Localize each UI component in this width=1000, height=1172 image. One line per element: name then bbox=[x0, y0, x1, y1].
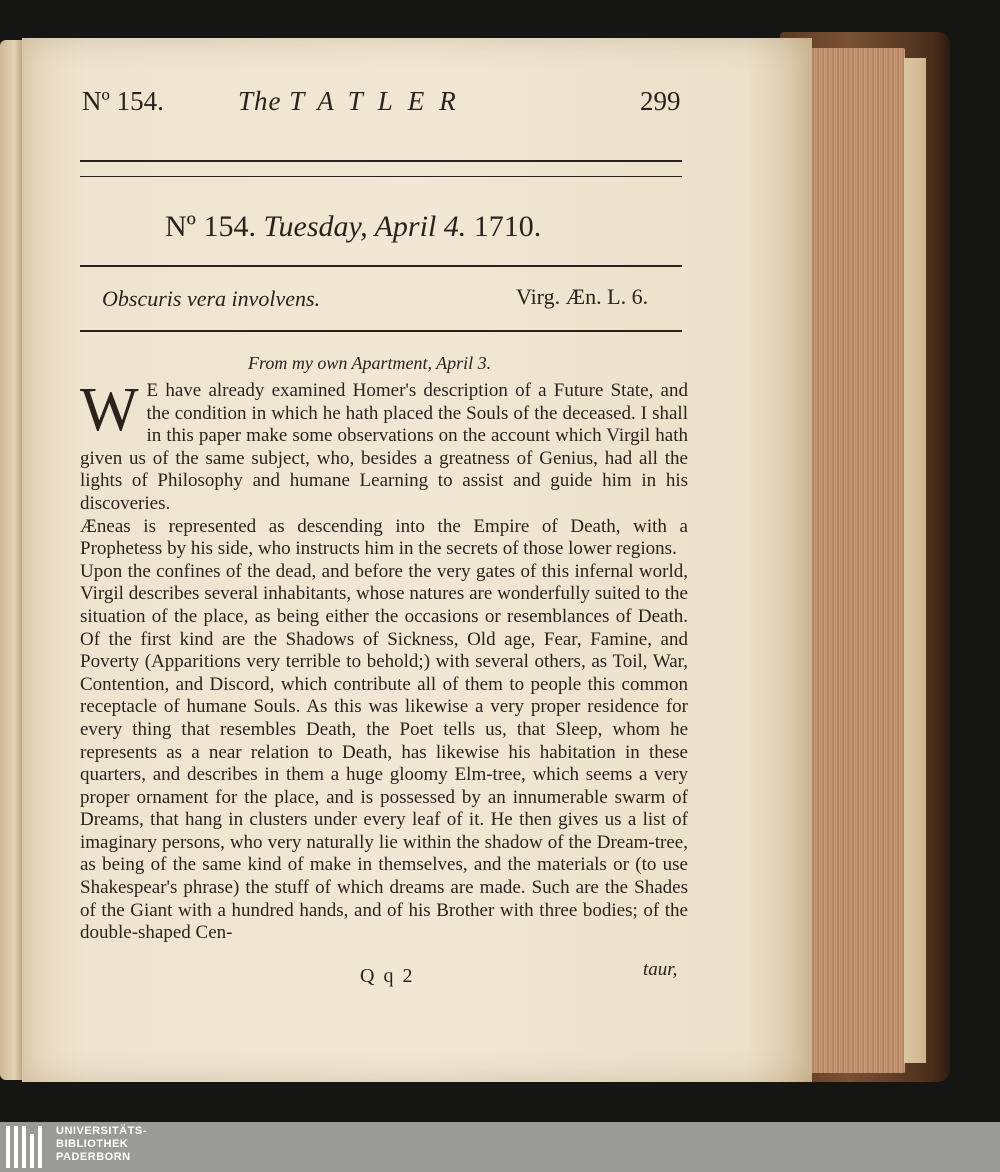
article-body bbox=[80, 376, 688, 945]
facing-page-edge bbox=[0, 40, 24, 1080]
dateline: From my own Apartment, April 3. bbox=[248, 353, 492, 373]
library-name bbox=[56, 1125, 147, 1164]
rule-bottom bbox=[80, 330, 682, 332]
issue-year: 1710. bbox=[473, 210, 542, 243]
rule-top-1 bbox=[80, 160, 682, 162]
title-caps: TATLER bbox=[289, 86, 471, 116]
endpaper bbox=[904, 58, 926, 1063]
page-number: 299 bbox=[640, 86, 681, 116]
paragraph-1 bbox=[80, 376, 688, 516]
library-logo-icon bbox=[6, 1126, 44, 1168]
issue-line bbox=[165, 210, 541, 244]
library-name-line2: BIBLIOTHEK bbox=[56, 1138, 129, 1150]
paragraph-1-text: E have already examined Homer's description of a Future State, and the condition in which he hath placed the Souls of the deceased. I shall in this paper make some observations on the account which Virgil hath given us of the same subject, who, besides a greatness of Genius, had all the lights of Philosophy and humane Learning to assist and guide him in his discoveries. bbox=[80, 380, 688, 514]
paragraph-2: Æneas is represented as descending into the Empire of Death, with a Prophetess by his side, who instructs him in the secrets of those lower regions. bbox=[80, 515, 688, 560]
catchword: taur, bbox=[643, 959, 678, 980]
motto: Obscuris vera involvens. bbox=[102, 286, 321, 311]
running-head-number: Nº 154. bbox=[82, 86, 164, 116]
issue-day: Tuesday, April 4. bbox=[263, 210, 467, 243]
signature-mark: Q q 2 bbox=[360, 965, 415, 987]
page-edges bbox=[805, 48, 905, 1073]
library-name-line1: UNIVERSITÄTS- bbox=[56, 1125, 147, 1137]
rule-top-2 bbox=[80, 176, 682, 177]
drop-cap: W bbox=[80, 376, 139, 444]
issue-number: Nº 154. bbox=[165, 210, 256, 243]
running-head-title bbox=[238, 86, 471, 117]
paragraph-3: Upon the confines of the dead, and before the very gates of this infernal world, Virgil describes several inhabitants, whose natures are wonderfully suited to the situation of the place, as being either the occasions or resemblances of Death. Of the first kind are the Shadows of Sickness, Old age, Fear, Famine, and Poverty (Apparitions very terrible to behold;) with several others, as Toil, War, Contention, and Discord, which contribute all of them to people this common receptacle of humane Souls. As this was likewise a very proper residence for every thing that resembles Death, the Poet tells us, that Sleep, whom he represents as a near relation to Death, has likewise his habitation in these quarters, and describes in them a huge gloomy Elm-tree, which seems a very proper ornament for the place, and is possessed by an innumerable swarm of Dreams, that hang in clusters under every leaf of it. He then gives us a list of imaginary persons, who very naturally lie within the shadow of the Dream-tree, as being of the same kind of make in themselves, and the materials or (to use Shakespear's phrase) the stuff of which dreams are made. Such are the Shades of the Giant with a hundred hands, and of his Brother with three bodies; of the double-shaped Cen- bbox=[80, 560, 688, 944]
rule-mid bbox=[80, 265, 682, 267]
title-prefix: The bbox=[238, 86, 282, 116]
library-name-line3: PADERBORN bbox=[56, 1151, 131, 1163]
citation: Virg. Æn. L. 6. bbox=[516, 284, 649, 309]
library-footer bbox=[0, 1122, 1000, 1172]
